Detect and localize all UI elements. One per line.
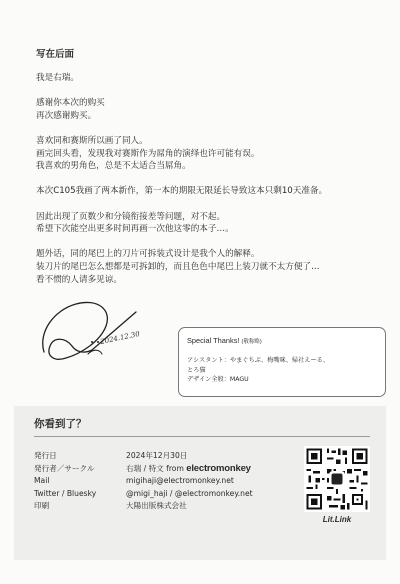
special-thanks-title: [187, 336, 262, 345]
value-social: @migi_haji / @electromonkey.net: [126, 488, 253, 498]
label-issue-date: 発行日: [34, 451, 57, 460]
label-social: Twitter / Bluesky: [34, 488, 97, 498]
litlink-label: Lit.Link: [322, 515, 352, 524]
paragraph: [36, 97, 376, 122]
text-line: 希望下次能空出更多时间再画一次他这零的本子…。: [36, 224, 234, 235]
credit-line: とろ猫: [187, 366, 206, 374]
paragraph: [36, 135, 376, 173]
paragraph: [36, 248, 376, 286]
value-mail: migihaji@electromonkey.net: [126, 476, 234, 485]
paragraph: [36, 211, 376, 236]
special-thanks-label: Special Thanks!: [187, 336, 240, 345]
label-publisher: 発行者／サークル: [34, 463, 95, 473]
label-mail: Mail: [34, 476, 50, 485]
signature-drawing: [36, 292, 166, 370]
paragraph: [36, 72, 376, 85]
afterword-body: [36, 72, 376, 299]
text-line: 因此出现了页数少和分镜衔接差等问题，对不起。: [36, 211, 226, 222]
text-line: 喜欢同和赛斯所以画了同人。: [36, 135, 148, 146]
text-line: 看不惯的人请多见谅。: [36, 274, 122, 285]
text-line: 画完回头看，发现我对赛斯作为屌角的演绎也许可能有误。: [36, 148, 260, 159]
credit-line: デザイン全般：MAGU: [187, 376, 249, 384]
text-line: 我喜欢的男角色，总是不太适合当屌角。: [36, 161, 191, 172]
text-line: 再次感谢购买。: [36, 110, 97, 121]
divider: [34, 436, 370, 437]
publisher-text: 右瑞 / 特文 from: [126, 463, 184, 473]
value-issue-date: 2024年12月30日: [126, 451, 188, 460]
value-publisher: [126, 463, 253, 476]
text-line: 感谢你本次的购买: [36, 98, 105, 109]
text-line: 本次C105我画了两本新作，第一本的期限无限延长导致这本只剩10天准备。: [36, 186, 328, 197]
colophon-title: 你看到了？: [34, 418, 87, 430]
special-thanks-box: [178, 327, 386, 397]
text-line: 题外话，同的尾巴上的刀片可拆装式设计是我个人的解释。: [36, 249, 260, 260]
value-printer: 大陽出版株式会社: [126, 501, 187, 510]
label-printer: 印刷: [34, 501, 50, 510]
honorific-note: (敬称略): [241, 339, 262, 345]
colophon-labels: [34, 450, 96, 513]
text-line: 我是右瑞。: [36, 73, 79, 83]
colophon-panel: [14, 406, 386, 560]
afterword-heading: 写在后面: [36, 49, 75, 60]
signature-date: 2024.12.30: [99, 329, 141, 347]
colophon-values: [126, 450, 253, 513]
text-line: 装刀片的尾巴怎么想都是可拆卸的，而且色色中尾巴上装刀就不太方便了…: [36, 261, 320, 272]
paragraph: [36, 185, 376, 198]
credit-line: アシスタント：やまぐちぷ、梅嘴咪、帰社えーる、: [187, 357, 330, 364]
qr-code[interactable]: [304, 446, 370, 512]
credits-list: [187, 356, 329, 385]
electromonkey-logo: electromonkey: [186, 462, 251, 474]
